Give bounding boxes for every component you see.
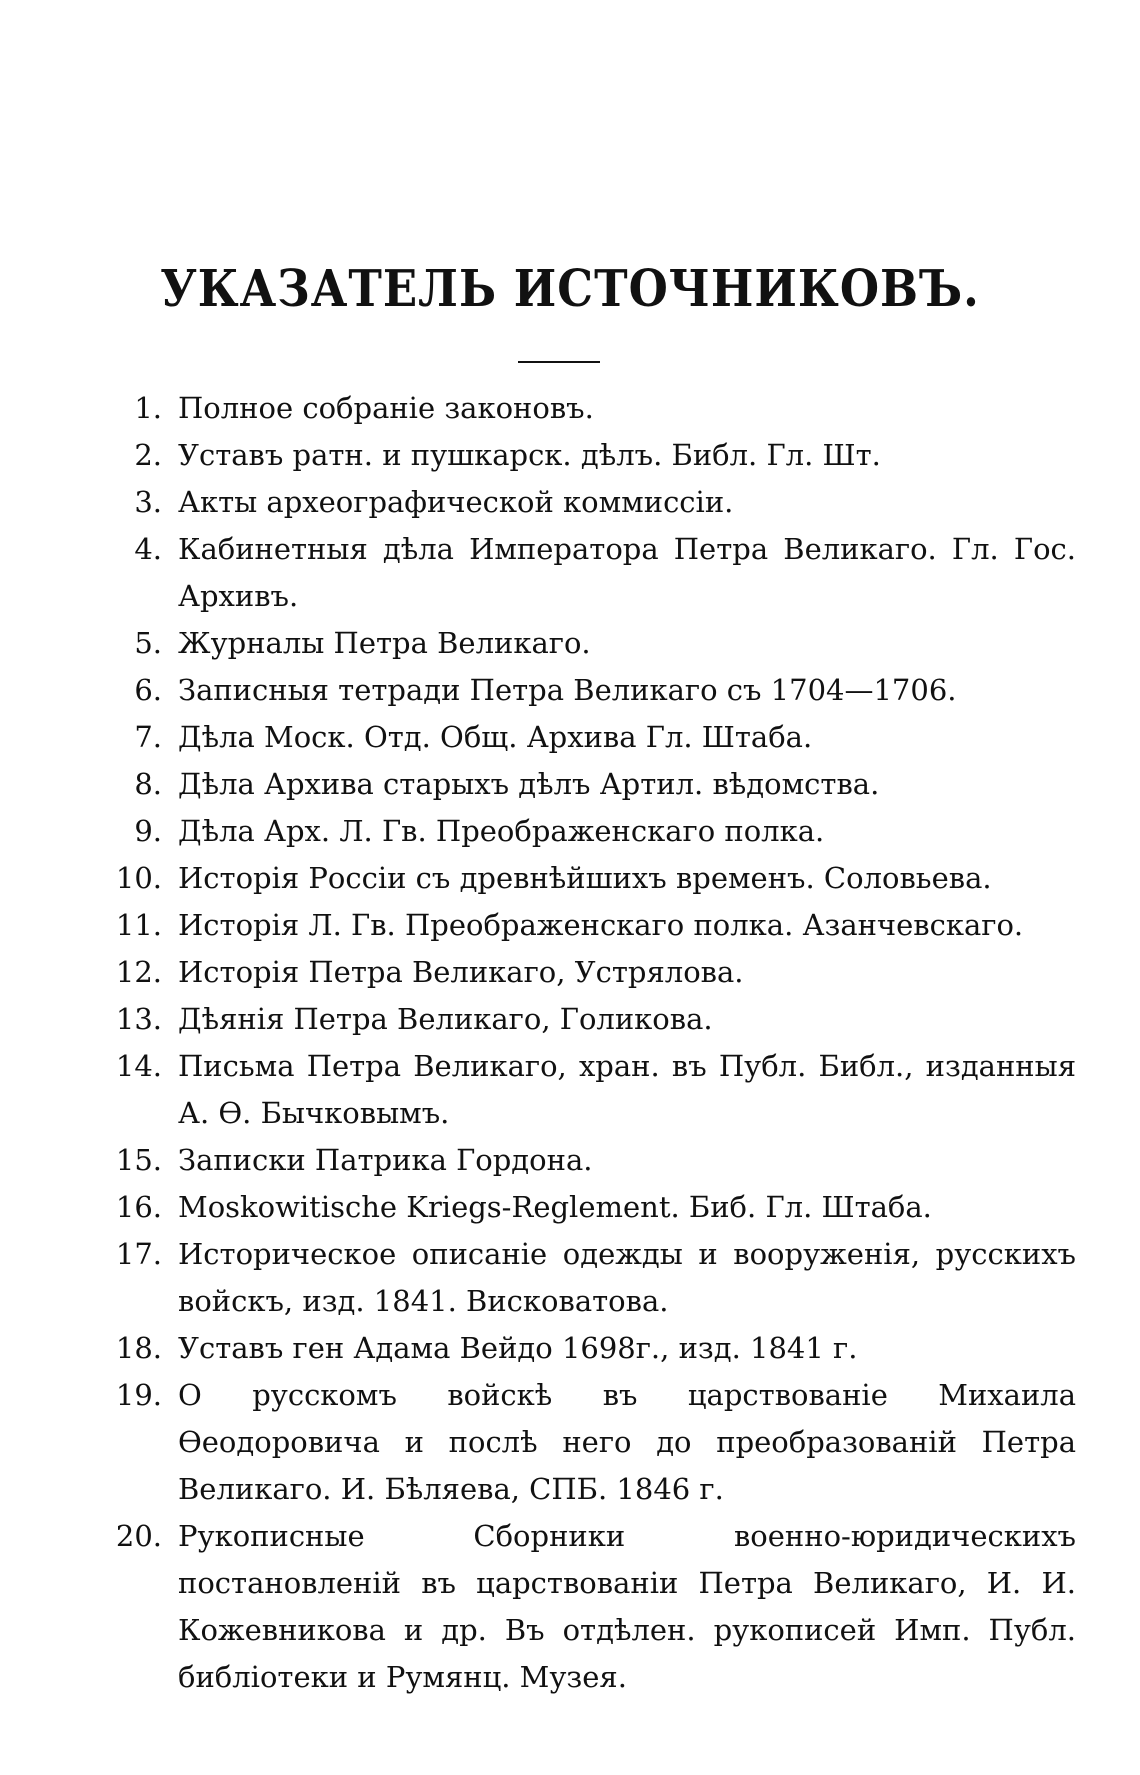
list-item	[86, 949, 1076, 996]
entry-number: 2.	[134, 438, 162, 472]
entry-text: Исторія Л. Гв. Преображенскаго полка. Азанчевскаго.	[178, 908, 1024, 942]
entry-number: 17.	[115, 1237, 162, 1271]
entry-text: Журналы Петра Великаго.	[178, 626, 591, 660]
entry-number: 6.	[134, 673, 162, 707]
entry-text: Исторія Петра Великаго, Устрялова.	[178, 955, 744, 989]
entry-text: Кабинетныя дѣла Императора Петра Великаго. Гл. Гос. Архивъ.	[178, 532, 1076, 613]
entry-number: 18.	[115, 1331, 162, 1365]
entry-number: 7.	[134, 720, 162, 754]
entry-text: Дѣла Моск. Отд. Общ. Архива Гл. Штаба.	[178, 720, 813, 754]
list-item	[86, 996, 1076, 1043]
entry-text: Историческое описаніе одежды и вооруженія, русскихъ войскъ, изд. 1841. Висковатова.	[178, 1237, 1076, 1318]
entry-number: 15.	[115, 1143, 162, 1177]
entry-number: 11.	[115, 908, 162, 942]
entry-number: 14.	[115, 1049, 162, 1083]
page-title: УКАЗАТЕЛЬ ИСТОЧНИКОВЪ.	[160, 258, 980, 319]
title-divider	[518, 361, 600, 363]
entry-text: Дѣянія Петра Великаго, Голикова.	[178, 1002, 713, 1036]
entry-text: Исторія Россіи съ древнѣйшихъ временъ. Соловьева.	[178, 861, 992, 895]
list-item	[86, 1137, 1076, 1184]
entry-text: Записныя тетради Петра Великаго съ 1704—1706.	[178, 673, 957, 707]
entry-number: 5.	[134, 626, 162, 660]
list-item	[86, 902, 1076, 949]
entry-number: 4.	[134, 532, 162, 566]
list-item	[86, 667, 1076, 714]
entry-text: Дѣла Архива старыхъ дѣлъ Артил. вѣдомства.	[178, 767, 880, 801]
list-item	[86, 855, 1076, 902]
entry-text: О русскомъ войскѣ въ царствованіе Михаила Ѳеодоровича и послѣ него до преобразованій Петра Великаго. И. Бѣляева, СПБ. 1846 г.	[178, 1378, 1076, 1506]
entry-number: 10.	[115, 861, 162, 895]
list-item	[86, 714, 1076, 761]
entry-text: Уставъ ратн. и пушкарск. дѣлъ. Библ. Гл. Шт.	[178, 438, 881, 472]
entry-number: 3.	[134, 485, 162, 519]
entry-text: Moskowitische Kriegs-Reglement. Биб. Гл. Штаба.	[178, 1190, 932, 1224]
entry-number: 1.	[134, 391, 162, 425]
entry-number: 8.	[134, 767, 162, 801]
list-item	[86, 385, 1076, 432]
list-item	[86, 1513, 1076, 1701]
list-item	[86, 761, 1076, 808]
entry-number: 13.	[115, 1002, 162, 1036]
list-item	[86, 620, 1076, 667]
list-item	[86, 1231, 1076, 1325]
list-item	[86, 1325, 1076, 1372]
list-item	[86, 1184, 1076, 1231]
list-item	[86, 1043, 1076, 1137]
list-item	[86, 1372, 1076, 1513]
entry-number: 19.	[115, 1378, 162, 1412]
list-item	[86, 479, 1076, 526]
entry-number: 20.	[115, 1519, 162, 1553]
entry-number: 12.	[115, 955, 162, 989]
list-item	[86, 808, 1076, 855]
list-item	[86, 432, 1076, 479]
entry-number: 16.	[115, 1190, 162, 1224]
entry-text: Дѣла Арх. Л. Гв. Преображенскаго полка.	[178, 814, 825, 848]
entry-text: Письма Петра Великаго, хран. въ Публ. Библ., изданныя А. Ѳ. Бычковымъ.	[178, 1049, 1076, 1130]
entry-text: Полное собраніе законовъ.	[178, 391, 594, 425]
entry-text: Рукописные Сборники военно-юридическихъ постановленій въ царствованіи Петра Великаго, И. И. Кожевникова и др. Въ отдѣлен. рукописей Имп. Публ. библіотеки и Румянц. Музея.	[178, 1519, 1076, 1694]
entry-number: 9.	[134, 814, 162, 848]
entry-text: Записки Патрика Гордона.	[178, 1143, 593, 1177]
entry-text: Уставъ ген Адама Вейдо 1698г., изд. 1841 г.	[178, 1331, 858, 1365]
list-item	[86, 526, 1076, 620]
sources-list	[86, 385, 1076, 1701]
entry-text: Акты археографической коммиссіи.	[178, 485, 734, 519]
